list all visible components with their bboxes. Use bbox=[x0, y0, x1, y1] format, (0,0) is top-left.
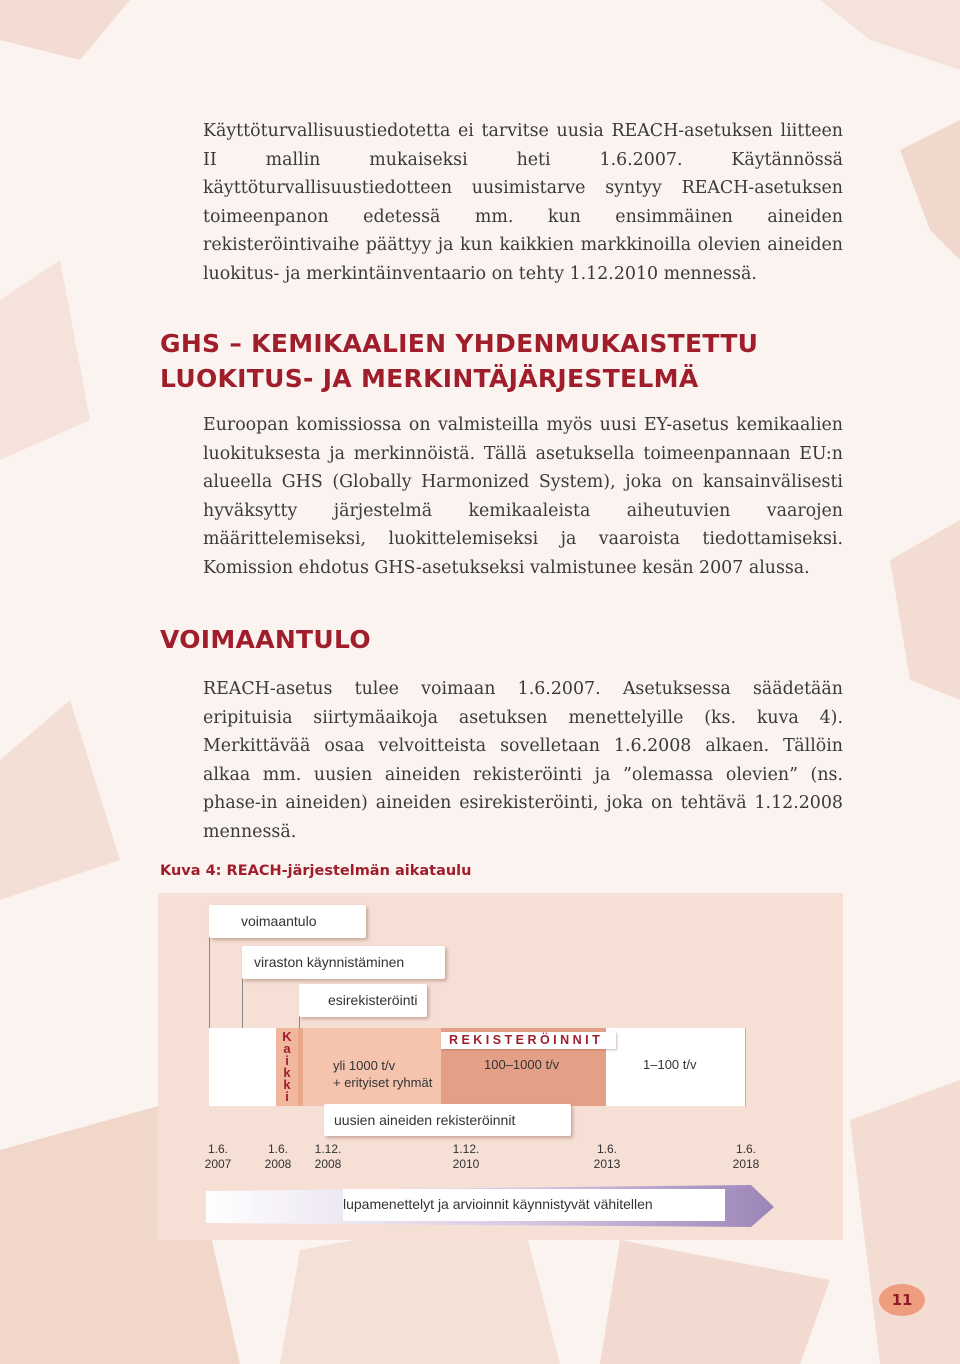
ghs-heading-line1: GHS – KEMIKAALIEN YHDENMUKAISTETTU bbox=[160, 329, 759, 358]
timeline-date: 1.6. 2018 bbox=[732, 1142, 760, 1171]
uusien-aineiden-box bbox=[324, 1104, 571, 1136]
kaikki-column bbox=[276, 1028, 298, 1106]
voimaantulo-paragraph: REACH-asetus tulee voimaan 1.6.2007. Asetuksessa säädetään eripituisia siirtymäaikoja asetuksen menettelyille (ks. kuva 4). Merkittävää osaa velvoitteista sovelletaan 1.6.2008 alkaen. Tällöin alkaa mm. uusien aineiden rekisteröinti ja ”olemassa olevien” (ns. phase-in aineiden) aineiden esirekisteröinti, joka on tehtävä 1.12.2008 mennessä. bbox=[203, 679, 843, 842]
timeline-date: 1.6. 2007 bbox=[204, 1142, 232, 1171]
voimaantulo-label: voimaantulo bbox=[241, 913, 317, 929]
kaikki-letter: k bbox=[283, 1077, 291, 1092]
kaikki-letter: k bbox=[283, 1065, 291, 1080]
ghs-heading-line2: LUOKITUS- JA MERKINTÄJÄRJESTELMÄ bbox=[160, 364, 699, 393]
timeline-date: 1.6. 2008 bbox=[264, 1142, 292, 1171]
timeline-date: 1.12. 2010 bbox=[452, 1142, 480, 1171]
reach-timeline-diagram bbox=[158, 893, 843, 1240]
kaikki-letter: a bbox=[283, 1041, 291, 1056]
tier1-label-line1: yli 1000 t/v bbox=[333, 1058, 396, 1073]
figure-caption: Kuva 4: REACH-järjestelmän aikataulu bbox=[160, 863, 472, 879]
kaikki-letter: i bbox=[285, 1089, 289, 1104]
kaikki-letter: i bbox=[285, 1053, 289, 1068]
arrow-label-box bbox=[343, 1189, 725, 1221]
tier1-label-line2: + erityiset ryhmät bbox=[333, 1075, 433, 1090]
intro-paragraph: Käyttöturvallisuustiedotetta ei tarvitse uusia REACH-asetuksen liitteen II mallin mukaiseksi heti 1.6.2007. Käytännössä käyttöturvallisuustiedotteen uusimistarve syntyy REACH-asetuksen toimeenpanon edetessä mm. kun ensimmäinen aineiden rekisteröintivaihe päättyy ja kun kaikkien markkinoilla olevien aineiden luokitus- ja merkintäinventaario on tehty 1.12.2010 mennessä. bbox=[203, 121, 843, 284]
esirekisterointi-label: esirekisteröinti bbox=[328, 992, 418, 1008]
tier3-label: 1–100 t/v bbox=[643, 1057, 697, 1072]
rekisteroinnit-label: R E K I S T E R Ö I N N I T bbox=[449, 1033, 600, 1047]
arrow-label: lupamenettelyt ja arvioinnit käynnistyvät vähitellen bbox=[343, 1196, 653, 1212]
ghs-heading bbox=[160, 326, 758, 396]
uusien-aineiden-label: uusien aineiden rekisteröinnit bbox=[334, 1112, 516, 1128]
pre-registration-area bbox=[209, 1028, 276, 1106]
tier2-label: 100–1000 t/v bbox=[484, 1057, 560, 1072]
virasto-box bbox=[242, 946, 445, 979]
virasto-label: viraston käynnistäminen bbox=[254, 954, 405, 970]
esirekisterointi-box bbox=[299, 984, 427, 1017]
ghs-paragraph: Euroopan komissiossa on valmisteilla myös uusi EY-asetus kemikaalien luokituksesta ja merkinnöistä. Tällä asetuksella toimeenpannaan EU:n alueella GHS (Globally Harmonized System), joka on kansainvälisesti hyväksytty järjestelmä kemikaaleista aiheutuvien vaarojen määrittelemiseksi, luokittelemiseksi ja vaaroista tiedottamiseksi. Komission ehdotus GHS-asetukseksi valmistunee kesän 2007 alussa. bbox=[203, 415, 843, 578]
kaikki-letter: K bbox=[282, 1029, 292, 1044]
voimaantulo-box bbox=[209, 905, 366, 938]
rekisteroinnit-banner bbox=[441, 1032, 616, 1049]
voimaantulo-heading: VOIMAANTULO bbox=[160, 625, 371, 654]
page-number: 11 bbox=[879, 1284, 925, 1316]
timeline-date: 1.6. 2013 bbox=[593, 1142, 621, 1171]
timeline-date: 1.12. 2008 bbox=[314, 1142, 342, 1171]
